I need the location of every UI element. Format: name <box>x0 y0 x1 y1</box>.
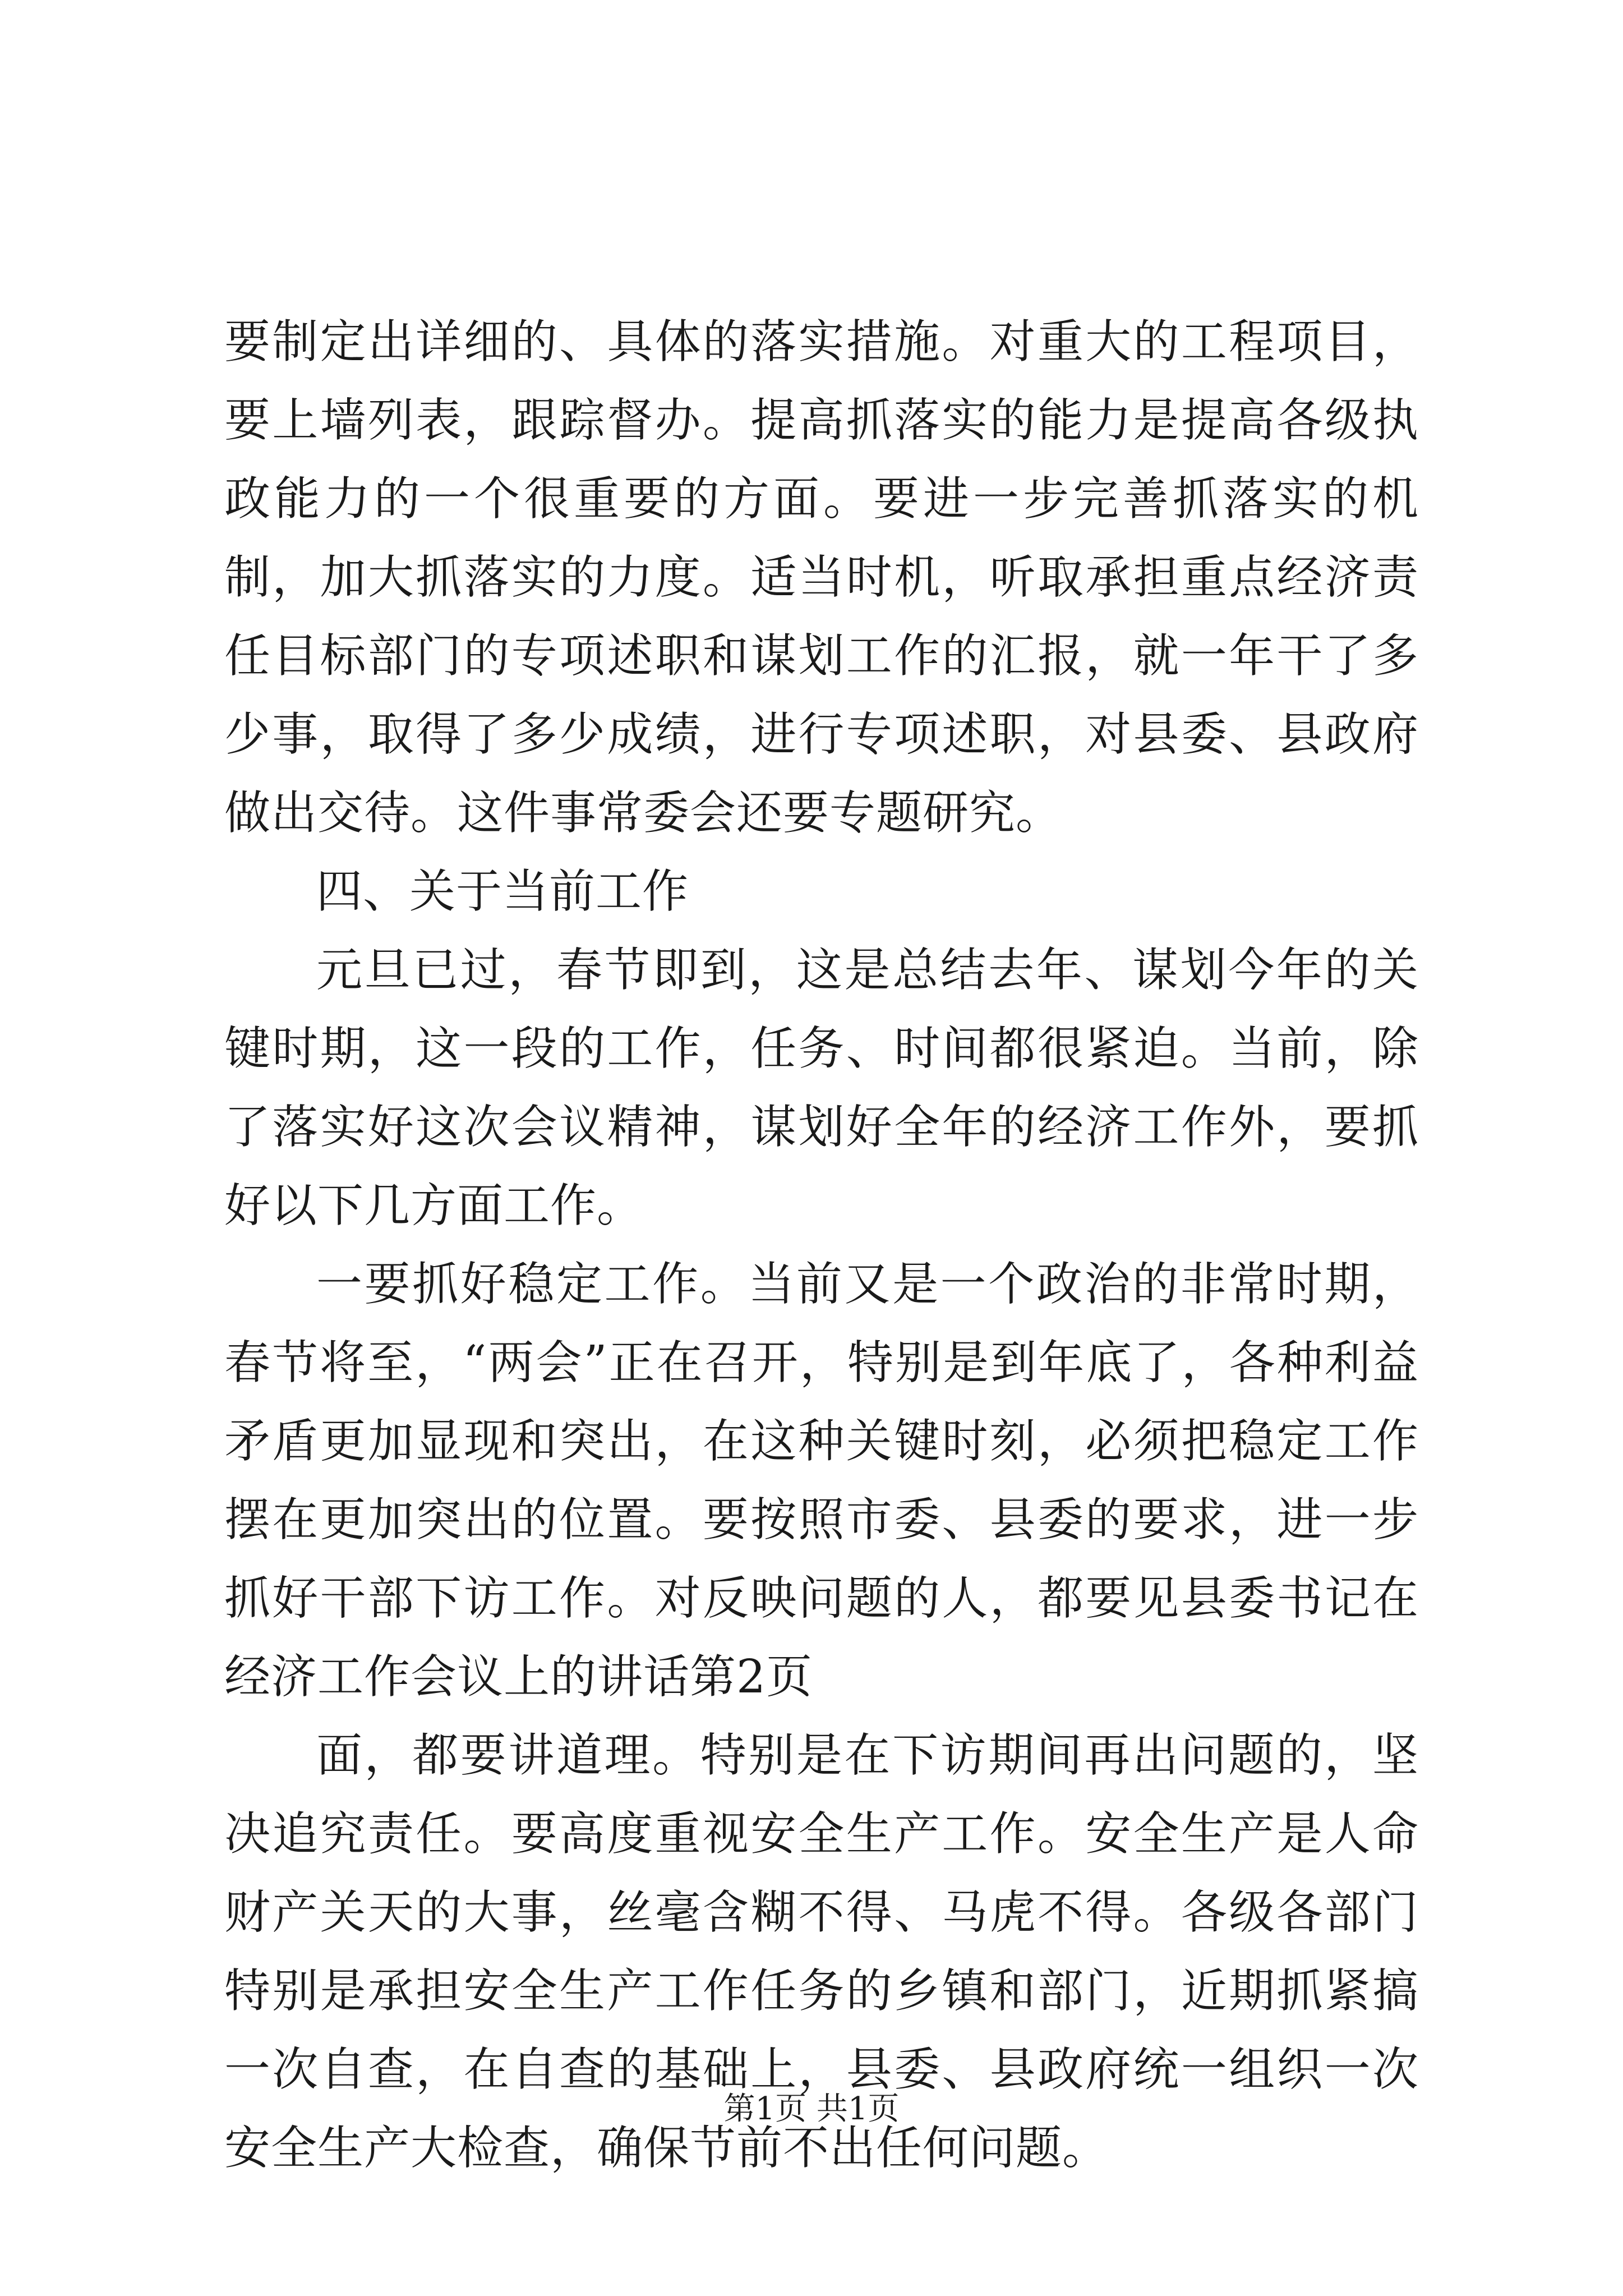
paragraph-new-year: 元旦已过，春节即到，这是总结去年、谋划今年的关键时期，这一段的工作，任务、时间都很紧迫。当前，除了落实好这次会议精神，谋划好全年的经济工作外，要抓好以下几方面工作。 <box>224 944 1419 1232</box>
page-footer: 第1页 共1页 <box>723 2091 900 2127</box>
paragraph-safety: 面，都要讲道理。特别是在下访期间再出问题的，坚决追究责任。要高度重视安全生产工作。安全生产是人命财产关天的大事，丝毫含糊不得、马虎不得。各级各部门特别是承担安全生产工作任务的乡镇和部门，近期抓紧搞一次自查，在自查的基础上，县委、县政府统一组织一次安全生产大检查，确保节前不出任何问题。 <box>224 1729 1419 2175</box>
document-body <box>224 303 1419 2188</box>
section-heading-current-work: 四、关于当前工作 <box>316 865 689 918</box>
paragraph-stability: 一要抓好稳定工作。当前又是一个政治的非常时期，春节将至，“两会”正在召开，特别是到年底了，各种利益矛盾更加显现和突出，在这种关键时刻，必须把稳定工作摆在更加突出的位置。要按照市委、县委的要求，进一步抓好干部下访工作。对反映问题的人，都要见县委书记在经济工作会议上的讲话第2页 <box>224 1258 1419 1704</box>
paragraph-measures: 要制定出详细的、具体的落实措施。对重大的工程项目，要上墙列表，跟踪督办。提高抓落实的能力是提高各级执政能力的一个很重要的方面。要进一步完善抓落实的机制，加大抓落实的力度。适当时机，听取承担重点经济责任目标部门的专项述职和谋划工作的汇报，就一年干了多少事，取得了多少成绩，进行专项述职，对县委、县政府做出交待。这件事常委会还要专题研究。 <box>224 315 1419 840</box>
